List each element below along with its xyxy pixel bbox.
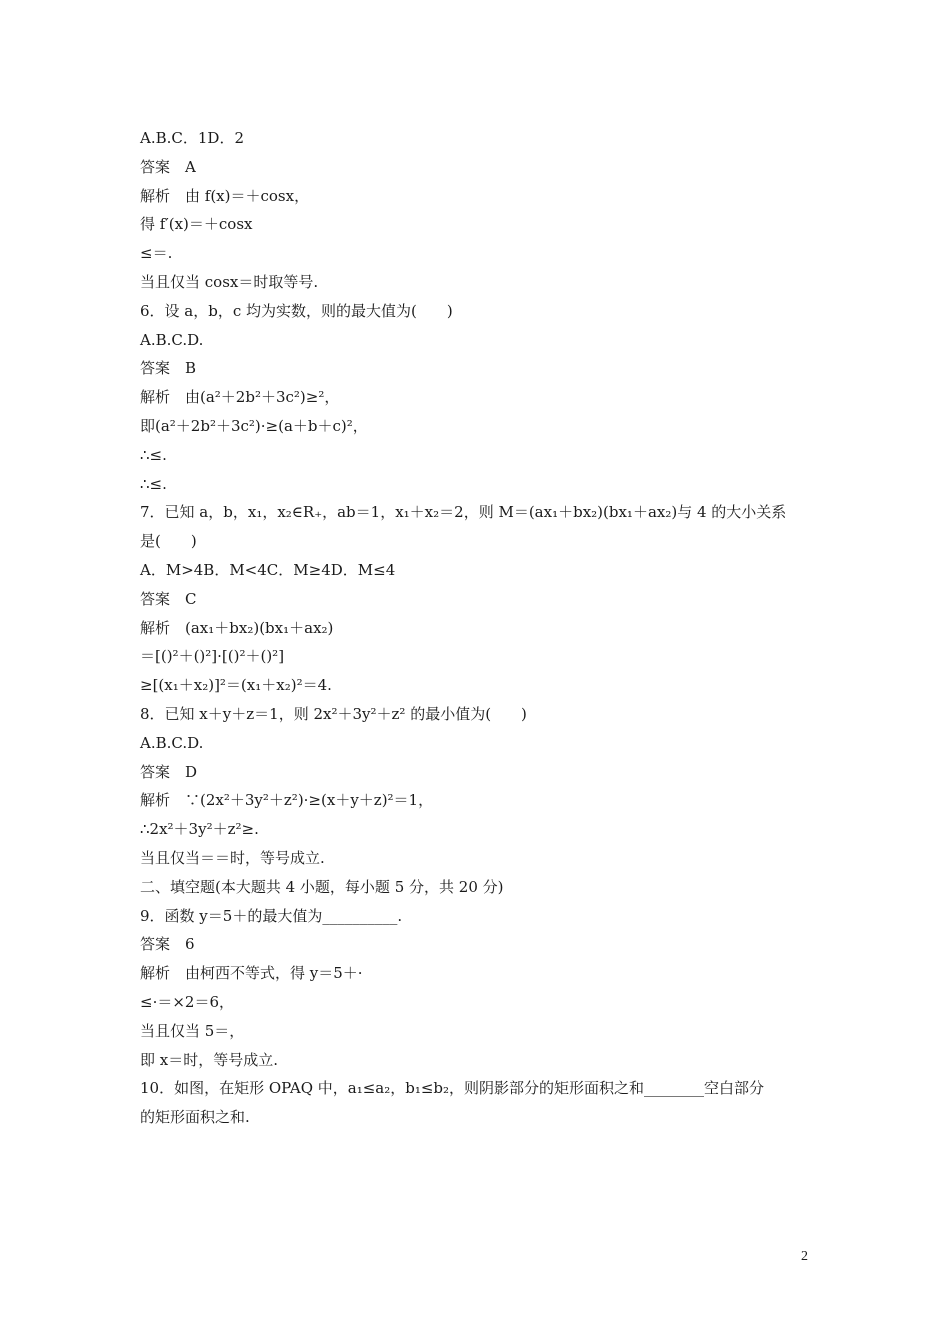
analysis-line: 当且仅当 5＝， — [140, 1021, 245, 1040]
analysis-line: ∴2x²＋3y²＋z²≥. — [140, 820, 259, 839]
question-7: 7．已知 a，b，x₁，x₂∈R₊，ab＝1，x₁＋x₂＝2，则 M＝(ax₁＋bx₂)(bx₁＋ax₂)与 4 的大小关系 — [140, 503, 787, 522]
question-10-continued: 的矩形面积之和. — [140, 1108, 250, 1127]
analysis-line: 当且仅当＝＝时，等号成立. — [140, 848, 325, 867]
section-heading: 二、填空题(本大题共 4 小题，每小题 5 分，共 20 分) — [140, 877, 504, 896]
page-number: 2 — [801, 1249, 808, 1264]
analysis-line: ＝[()²＋()²]·[()²＋()²] — [140, 647, 285, 666]
analysis-line: ∴≤. — [140, 445, 167, 464]
option-line: A.B.C.D. — [140, 330, 204, 349]
question-9: 9．函数 y＝5＋的最大值为__________. — [140, 906, 403, 925]
analysis-line: 得 f′(x)＝＋cosx — [140, 215, 253, 234]
option-line: A.B.C.D. — [140, 733, 204, 752]
question-6: 6．设 a，b，c 均为实数，则的最大值为( ) — [140, 301, 453, 320]
analysis-line: 解析 由 f(x)＝＋cosx， — [140, 186, 310, 205]
answer-line: 答案 C — [140, 589, 197, 608]
analysis-line: ≤·＝×2＝6， — [140, 992, 234, 1011]
question-8: 8．已知 x＋y＋z＝1，则 2x²＋3y²＋z² 的最小值为( ) — [140, 704, 527, 723]
analysis-line: 即(a²＋2b²＋3c²)·≥(a＋b＋c)²， — [140, 416, 368, 435]
analysis-line: 当且仅当 cosx＝时取等号. — [140, 272, 319, 291]
option-line: A．M>4B．M<4C．M≥4D．M≤4 — [140, 560, 396, 579]
page-content — [140, 124, 820, 1132]
question-7-continued: 是( ) — [140, 532, 197, 551]
answer-line: 答案 D — [140, 762, 198, 781]
analysis-line: 解析 ∵(2x²＋3y²＋z²)·≥(x＋y＋z)²＝1， — [140, 791, 434, 810]
question-10: 10．如图，在矩形 OPAQ 中，a₁≤a₂，b₁≤b₂，则阴影部分的矩形面积之和________空白部分 — [140, 1079, 765, 1098]
answer-line: 答案 6 — [140, 935, 195, 954]
analysis-line: 解析 由(a²＋2b²＋3c²)≥²， — [140, 388, 340, 407]
analysis-line: ≤＝. — [140, 244, 173, 263]
analysis-line: ∴≤. — [140, 474, 167, 493]
analysis-line: 即 x＝时，等号成立. — [140, 1050, 278, 1069]
analysis-line: 解析 (ax₁＋bx₂)(bx₁＋ax₂) — [140, 618, 334, 637]
analysis-line: 解析 由柯西不等式，得 y＝5＋· — [140, 964, 363, 983]
answer-line: 答案 B — [140, 359, 197, 378]
option-line: A.B.C．1D．2 — [140, 129, 244, 147]
analysis-line: ≥[(x₁＋x₂)]²＝(x₁＋x₂)²＝4. — [140, 676, 332, 695]
answer-line: 答案 A — [140, 157, 196, 176]
